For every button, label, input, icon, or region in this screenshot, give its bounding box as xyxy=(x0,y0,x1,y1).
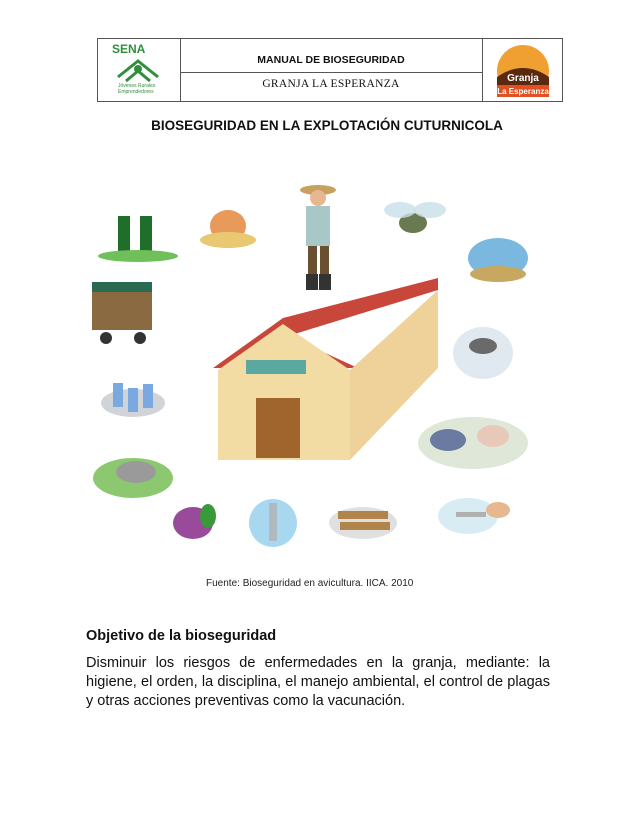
pallets-icon xyxy=(329,507,397,539)
farmer-icon xyxy=(300,185,336,290)
biosecurity-illustration-icon xyxy=(88,178,528,558)
granja-logo-line1: Granja xyxy=(507,73,539,84)
poultry-house-icon xyxy=(213,278,438,460)
landscape-icon xyxy=(468,238,528,282)
granja-la-esperanza-logo-icon xyxy=(483,39,563,101)
granja-logo-cell xyxy=(482,39,563,101)
sena-subtitle-line1: Jóvenes Rurales xyxy=(118,83,156,89)
figure-caption: Fuente: Bioseguridad en avicultura. IICA. 2010 xyxy=(206,578,414,589)
biosecurity-figure xyxy=(88,178,528,558)
granja-logo-line2: La Esperanza xyxy=(497,87,549,96)
syringe-icon xyxy=(438,498,510,534)
animals-icon xyxy=(418,417,528,469)
vaccine-vials-icon xyxy=(101,383,165,417)
header-table xyxy=(97,38,563,102)
manual-title: MANUAL DE BIOSEGURIDAD xyxy=(180,39,482,73)
water-pipe-icon xyxy=(249,499,297,547)
sena-logo-cell xyxy=(98,39,181,101)
sena-logo-subtitle xyxy=(118,83,155,95)
rat-icon xyxy=(93,458,173,498)
fly-icon xyxy=(384,202,446,233)
truck-icon xyxy=(92,282,152,344)
mouse-net-icon xyxy=(453,327,513,379)
section-heading: Objetivo de la bioseguridad xyxy=(86,628,277,644)
egg-basket-icon xyxy=(200,210,256,248)
objective-paragraph: Disminuir los riesgos de enfermedades en la granja, mediante: la higiene, el orden, la disciplina, el manejo ambiental, el control de plagas y otras acciones preventivas como la vacunación. xyxy=(86,655,550,709)
boots-icon xyxy=(98,216,178,262)
farm-name: GRANJA LA ESPERANZA xyxy=(262,78,400,90)
page-title: BIOSEGURIDAD EN LA EXPLOTACIÓN CUTURNICOLA xyxy=(151,118,503,133)
sena-logo-name: SENA xyxy=(112,42,146,56)
birds-icon xyxy=(173,504,216,539)
sena-subtitle-line2: Emprendedores xyxy=(118,89,154,95)
